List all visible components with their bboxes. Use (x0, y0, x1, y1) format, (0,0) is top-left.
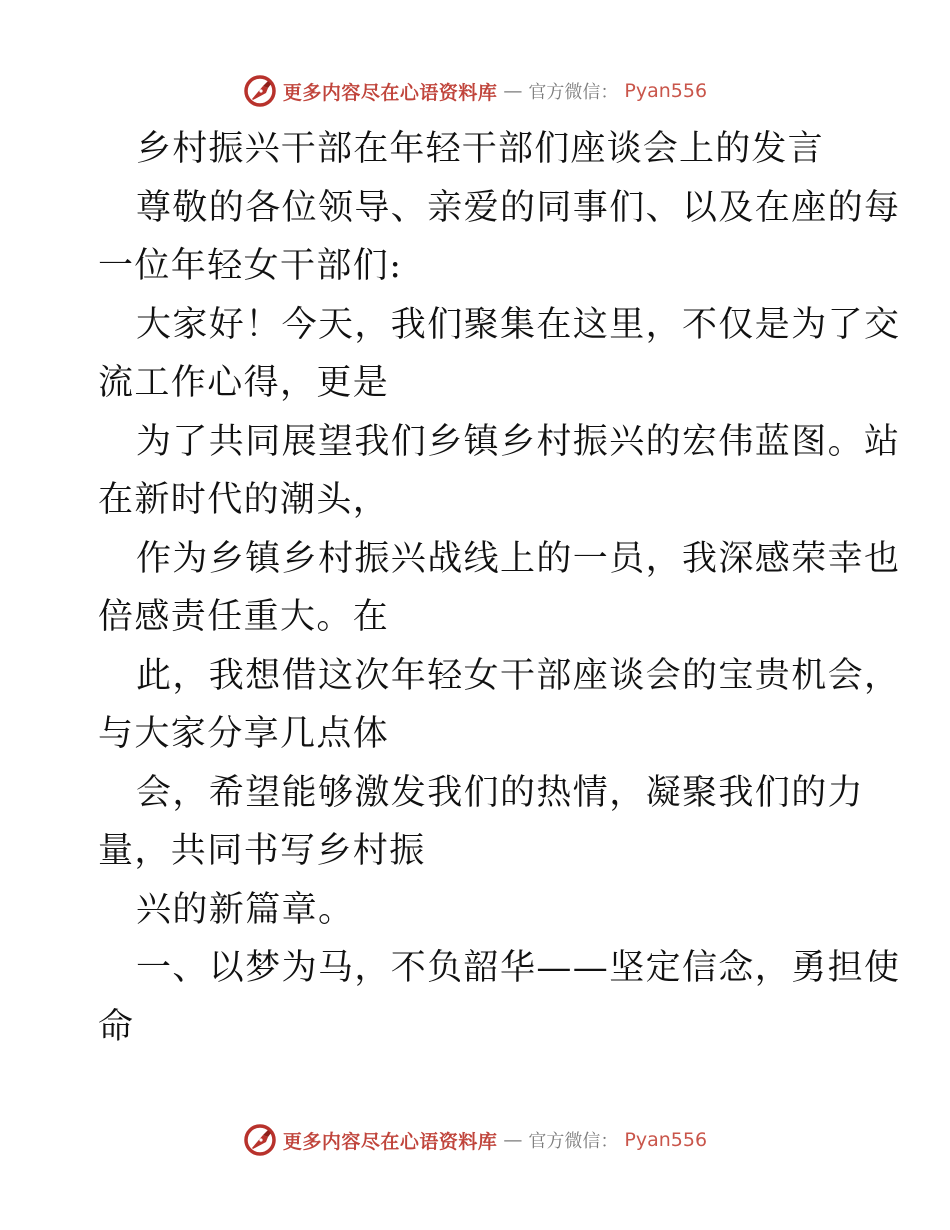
footer-banner (0, 1120, 950, 1160)
paragraph-line: 流工作心得，更是 (98, 363, 390, 403)
wechat-id: Pyan556 (624, 80, 708, 102)
paragraph-line: 一位年轻女干部们: (98, 246, 403, 286)
promo-text: 更多内容尽在心语资料库 (282, 1130, 498, 1153)
paragraph-line: 量，共同书写乡村振 (98, 831, 426, 871)
paragraph-line: 此，我想借这次年轻女干部座谈会的宝贵机会， (136, 655, 901, 696)
paragraph-line: 大家好！今天，我们聚集在这里，不仅是为了交 (136, 304, 901, 345)
wechat-id: Pyan556 (624, 1129, 708, 1151)
banner-separator: — (503, 80, 523, 102)
paragraph-line: 倍感责任重大。在 (98, 597, 390, 637)
paragraph-line: 在新时代的潮头， (98, 480, 390, 520)
document-body (98, 120, 901, 1056)
promo-text: 更多内容尽在心语资料库 (282, 81, 498, 104)
banner-separator: — (503, 1129, 523, 1151)
paragraph-line: 尊敬的各位领导、亲爱的同事们、以及在座的每 (136, 187, 901, 228)
section-heading: 一、以梦为马，不负韶华——坚定信念，勇担使 (136, 948, 901, 988)
header-banner (0, 71, 950, 111)
paragraph-line: 作为乡镇乡村振兴战线上的一员，我深感荣幸也 (136, 538, 901, 579)
paragraph-line: 为了共同展望我们乡镇乡村振兴的宏伟蓝图。站 (136, 421, 901, 462)
wechat-label: 官方微信： (528, 82, 619, 103)
paragraph-line: 兴的新篇章。 (136, 889, 355, 930)
paragraph-line: 与大家分享几点体 (98, 714, 390, 754)
pen-nib-circle-logo-icon (243, 1123, 277, 1157)
paragraph-line: 会，希望能够激发我们的热情，凝聚我们的力 (136, 772, 865, 813)
wechat-label: 官方微信： (528, 1131, 619, 1152)
paragraph-line: 命 (98, 1006, 135, 1047)
document-title: 乡村振兴干部在年轻干部们座谈会上的发言 (136, 129, 824, 169)
pen-nib-circle-logo-icon (243, 74, 277, 108)
